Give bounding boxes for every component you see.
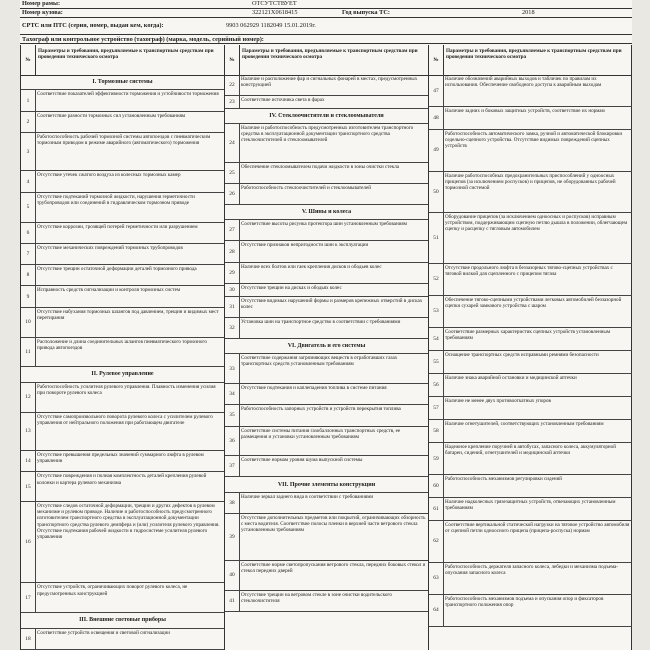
item-requirement: Отсутствие механических повреждений тормозных трубопроводов [37,244,183,251]
item-requirement: Наличие обозначений аварийных выходов и табличек по правилам их использования. Обеспечение свободного доступа к аварийным выходам [445,76,602,89]
item-requirement: Расположение и длина соединительных шлангов пневматического тормозного привода автопоездов [37,338,207,351]
item-number: 55 [429,351,444,373]
checklist-row [225,184,428,205]
checklist-row [225,220,428,241]
checklist-row [21,451,224,472]
checklist-row [21,338,224,368]
item-requirement: Работоспособность автоматического замка, ручной и автоматической блокировки седельно-сцепного устройства. Отсутствие видимых повреждений сцепных устройств [445,131,623,150]
item-requirement: Установка шин на транспортное средство в соответствии с требованиями [241,318,401,325]
item-number: 52 [429,264,444,295]
item-number: 60 [429,475,444,497]
item-requirement: Наличие знака аварийной остановки и медицинской аптечки [445,375,577,382]
item-requirement: Наличие всех болтов или гаек крепления дисков и ободьев колес [241,263,382,270]
item-number: 49 [429,130,444,170]
item-requirement: Оборудование прицепов (за исключением одноосных и роспусков) исправным устройством, поддерживающим сцепную петлю дышла в положении, облегчающем сцепку и расцепку с тягловым автомобилем [445,214,628,233]
checklist-row [21,171,224,192]
checklist-row [429,595,632,627]
checklist-row [429,475,632,498]
item-number: 59 [429,443,444,474]
item-number: 16 [21,502,36,582]
frame-row [20,0,632,9]
section-heading: II. Рулевое управление [21,367,224,382]
srts-label: СРТС или ПТС (серия, номер, выдан кем, когда): [22,22,164,29]
item-requirement: Отсутствие подтекания и каплепадения топлива в системе питания [241,385,387,392]
item-requirement: Отсутствие трещин на ветровом стекле в зоне очистки водительского стеклоочистителя [241,591,392,604]
item-requirement: Исправность средств сигнализации и контроля тормозных систем [37,287,181,294]
checklist-row [21,244,224,265]
item-number: 38 [225,493,240,513]
checklist-column-3 [428,45,632,650]
item-requirement: Соответствие содержания загрязняющих веществ в отработавших газах транспортных средств установленным требованиям [241,355,398,368]
item-requirement: Работоспособность механизмов регулировки сидений [445,476,563,483]
checklist-row [429,75,632,107]
item-number: 30 [225,284,240,296]
checklist-row [225,263,428,284]
item-requirement: Отсутствие дополнительных предметов или покрытий, ограничивающих обзорность с места водителя. Соответствие полосы пленки в верхней части ветрового стекла установленным требованиям [241,515,426,534]
item-requirement: Отсутствие трещин остаточной деформации деталей тормозного привода [37,266,197,273]
body-label: Номер кузова: [22,9,63,16]
checklist-row [225,493,428,514]
requirements-header: Параметры и требования, предъявляемые к транспортным средствам при проведении технического осмотра [38,48,214,60]
item-number: 53 [429,296,444,327]
item-number: 26 [225,184,240,204]
item-requirement: Наличие не менее двух противооткатных упоров [445,398,551,405]
year-label: Год выпуска ТС: [342,9,390,16]
checklist-row [225,591,428,612]
column-header [225,45,428,76]
item-number: 62 [429,521,444,561]
checklist-row [21,90,224,111]
item-requirement: Соответствие устройств освещения и световой сигнализации [37,629,170,636]
checklist-row [429,328,632,351]
item-requirement: Отсутствие превышения предельных значений суммарного люфта в рулевом управлении [37,452,204,465]
item-number: 27 [225,220,240,240]
checklist-column-1 [20,45,224,650]
item-number: 25 [225,163,240,183]
item-number: 56 [429,374,444,396]
item-requirement: Работоспособность держателя запасного колеса, лебедки и механизма подъема-опускания запасного колеса [445,563,619,576]
item-requirement: Отсутствие подтеканий тормозной жидкости, нарушения герметичности трубопроводов или соединений в гидравлическом тормозном приводе [37,193,195,206]
item-number: 1 [21,90,36,110]
item-number: 58 [429,420,444,442]
number-header: № [225,45,240,75]
checklist-row [21,472,224,502]
checklist-row [21,502,224,583]
checklist-table [20,45,632,650]
item-requirement: Отсутствие следов остаточной деформации, трещин и других дефектов в рулевом механизме и рулевом приводе. Наличие и работоспособность предусмотренного изготовителем транспортного средства в эксплуатационной документации транспортного средства рулевого демпфера и (или) усилителя рулевого управления. Отсутствие подтекания рабочей жидкости в гидросистеме усилителя рулевого управления [37,503,220,540]
item-number: 31 [225,297,240,317]
inspection-card-page [20,0,632,650]
item-requirement: Оснащение транспортных средств исправными ремнями безопасности [445,352,599,359]
item-number: 63 [429,563,444,594]
item-number: 61 [429,498,444,520]
item-number: 57 [429,397,444,419]
checklist-row [21,383,224,413]
item-requirement: Работоспособность механизмов подъема и опускания опор и фиксаторов транспортного положения опор [445,595,604,608]
checklist-row [225,384,428,405]
item-requirement: Отсутствие устройств, ограничивающих поворот рулевого колеса, не предусмотренных конструкцией [37,584,188,597]
checklist-row [21,583,224,613]
checklist-row [225,124,428,162]
item-number: 29 [225,263,240,283]
checklist-row [225,561,428,591]
frame-label: Номер рамы: [22,0,61,7]
checklist-row [225,297,428,318]
item-requirement: Надежное крепление поручней в автобусах, запасного колеса, аккумуляторной батареи, сидений, огнетушителей и медицинской аптечки [445,444,616,457]
item-requirement: Отсутствие продольного люфта в беззазорных тягово-сцепных устройствах с тяговой вилкой для сцепленного с прицепом тягача [445,264,613,277]
item-number: 12 [21,383,36,412]
item-requirement: Отсутствие трещин на дисках и ободьях колес [241,284,342,291]
item-number: 13 [21,413,36,450]
section-heading: I. Тормозные системы [21,75,224,90]
item-number: 7 [21,244,36,264]
item-requirement: Обеспечение стеклоомывателем подачи жидкости в зоны очистки стекла [241,163,400,170]
checklist-row [21,265,224,286]
checklist-row [429,563,632,595]
item-requirement: Отсутствие повреждения и полная комплектность деталей крепления рулевой колонки и картера рулевого механизма [37,473,207,486]
item-number: 15 [21,472,36,501]
checklist-row [429,420,632,443]
checklist-row [225,241,428,262]
item-number: 40 [225,561,240,590]
item-requirement: Отсутствие самопроизвольного поворота рулевого колеса с усилителем рулевого управления от нейтрального положения при работающем двигателе [37,413,213,426]
checklist-row [429,498,632,521]
section-heading: V. Шины и колеса [225,205,428,220]
checklist-row [21,193,224,223]
checklist-row [225,75,428,96]
item-requirement: Соответствие высоты рисунка протектора шин установленным требованиям [241,221,407,228]
item-number: 39 [225,514,240,560]
checklist-row [429,264,632,296]
checklist-row [225,96,428,109]
checklist-row [21,308,224,338]
item-requirement: Отсутствие набухания тормозных шлангов под давлением, трещин и видимых мест перетирания [37,308,219,321]
item-requirement: Работоспособность запорных устройств и устройств перекрытия топлива [241,406,401,413]
checklist-row [21,112,224,133]
frame-value: ОТСУТСТВУЕТ [252,0,297,7]
item-number: 2 [21,112,36,132]
item-requirement: Наличие огнетушителей, соответствующих установленным требованиям [445,421,604,428]
item-number: 10 [21,308,36,337]
item-requirement: Отсутствие признаков непригодности шин к эксплуатации [241,242,369,249]
item-requirement: Соответствие нормам уровня шума выпускной системы [241,457,363,464]
item-number: 28 [225,241,240,261]
item-requirement: Наличие работоспособных предохранительных приспособлений у одноосных прицепов (за исключением роспусков) и прицепов, не оборудованных рабочей тормозной системой [445,172,616,191]
checklist-row [225,514,428,561]
item-number: 34 [225,384,240,404]
checklist-column-2 [224,45,428,650]
vehicle-header [20,0,632,34]
checklist-row [21,286,224,307]
item-requirement: Соответствие размерных характеристик сцепных устройств установленным требованиям [445,329,611,342]
item-number: 22 [225,75,240,95]
item-requirement: Соответствие норме светопропускания ветрового стекла, передних боковых стекол и стекол передних дверей [241,561,426,574]
item-requirement: Отсутствие видимых нарушений формы и размеров крепежных отверстий в дисках колес [241,297,423,310]
item-number: 18 [21,629,36,649]
item-number: 48 [429,107,444,129]
section-heading: VI. Двигатель и его системы [225,339,428,354]
item-number: 5 [21,193,36,222]
number-header: № [21,45,36,75]
item-requirement: Наличие и расположение фар и сигнальных фонарей в местах, предусмотренных конструкцией [241,76,418,89]
item-number: 51 [429,213,444,263]
item-requirement: Соответствие вертикальной статической нагрузки на тяговое устройство автомобиля от сцепной петли одноосного прицепа (прицепа-роспуска) нормам [445,522,630,535]
checklist-row [225,284,428,297]
checklist-row [429,213,632,264]
item-number: 14 [21,451,36,471]
checklist-row [429,296,632,328]
checklist-row [429,172,632,213]
item-number: 32 [225,318,240,338]
checklist-row [429,107,632,130]
item-number: 36 [225,427,240,456]
item-number: 8 [21,265,36,285]
item-requirement: Отсутствие утечек сжатого воздуха из колесных тормозных камер [37,172,181,179]
section-heading: VII. Прочие элементы конструкции [225,478,428,493]
srts-row [20,18,632,35]
section-heading: IV. Стеклоочистители и стеклоомыватели [225,109,428,124]
item-number: 24 [225,124,240,161]
item-requirement: Наличие зеркал заднего вида в соответствии с требованиями [241,493,374,500]
item-number: 35 [225,405,240,425]
number-header: № [429,45,444,75]
checklist-row [225,354,428,384]
item-requirement: Работоспособность стеклоочистителей и стеклоомывателей [241,184,371,191]
item-number: 47 [429,75,444,106]
item-requirement: Наличие задних и боковых защитных устройств, соответствие их нормам [445,108,605,115]
item-requirement: Наличие надколесных грязезащитных устройств, отвечающих установленным требованиям [445,499,616,512]
body-value: 322121Х0618415 [252,9,298,16]
checklist-row [429,521,632,562]
checklist-row [429,374,632,397]
item-number: 3 [21,133,36,170]
item-requirement: Соответствие разности тормозных сил установленным требованиям [37,112,186,119]
checklist-row [225,163,428,184]
section-heading: III. Внешние световые приборы [21,613,224,628]
requirements-header: Параметры и требования, предъявляемые к транспортным средствам при проведении технического осмотра [446,48,622,60]
checklist-row [21,629,224,650]
item-requirement: Наличие и работоспособность предусмотренных изготовителем транспортного средства в эксплуатационной документации транспортного средства стеклоочистителей и стеклоомывателей [241,125,414,144]
checklist-row [225,427,428,457]
srts-value: 9903 062929 1182049 15.01.2019г. [226,22,316,29]
checklist-row [429,443,632,475]
requirements-header: Параметры и требования, предъявляемые к транспортным средствам при проведении технического осмотра [242,48,418,60]
year-value: 2018 [522,9,535,16]
item-requirement: Соответствие источника света в фарах [241,97,325,104]
item-requirement: Работоспособность рабочей тормозной системы автопоездов с пневматическим тормозным приводом в режиме аварийного (автоматического) торможения [37,134,211,147]
item-number: 41 [225,591,240,611]
checklist-row [225,456,428,477]
item-number: 23 [225,96,240,108]
column-header [21,45,224,76]
checklist-row [429,397,632,420]
checklist-row [21,413,224,451]
item-number: 50 [429,172,444,212]
item-requirement: Соответствие показателей эффективности торможения и устойчивости торможения [37,91,219,98]
checklist-row [429,351,632,374]
item-number: 11 [21,338,36,367]
item-number: 6 [21,223,36,243]
item-number: 17 [21,583,36,612]
item-number: 4 [21,171,36,191]
item-requirement: Обеспечение тягово-сцепными устройствами легковых автомобилей беззазорной сцепки сухарей замкового устройства с шаром [445,296,622,309]
checklist-row [21,133,224,171]
column-header [429,45,632,76]
body-row [20,9,632,18]
checklist-row [21,223,224,244]
checklist-row [225,405,428,426]
item-requirement: Соответствие системы питания газобаллонных транспортных средств, ее размещения и установки установленным требованиям [241,427,401,440]
item-number: 33 [225,354,240,383]
tachograph-row: Тахограф или контрольное устройство (тахограф) (марка, модель, серийный номер): [20,35,632,44]
item-number: 9 [21,286,36,306]
checklist-row [225,318,428,339]
checklist-row [429,130,632,171]
item-requirement: Отсутствие коррозии, грозящей потерей герметичности или разрушением [37,223,198,230]
item-number: 54 [429,328,444,350]
item-requirement: Работоспособность усилителя рулевого управления. Плавность изменения усилия при повороте рулевого колеса [37,383,216,396]
item-number: 37 [225,456,240,476]
item-number: 64 [429,595,444,626]
